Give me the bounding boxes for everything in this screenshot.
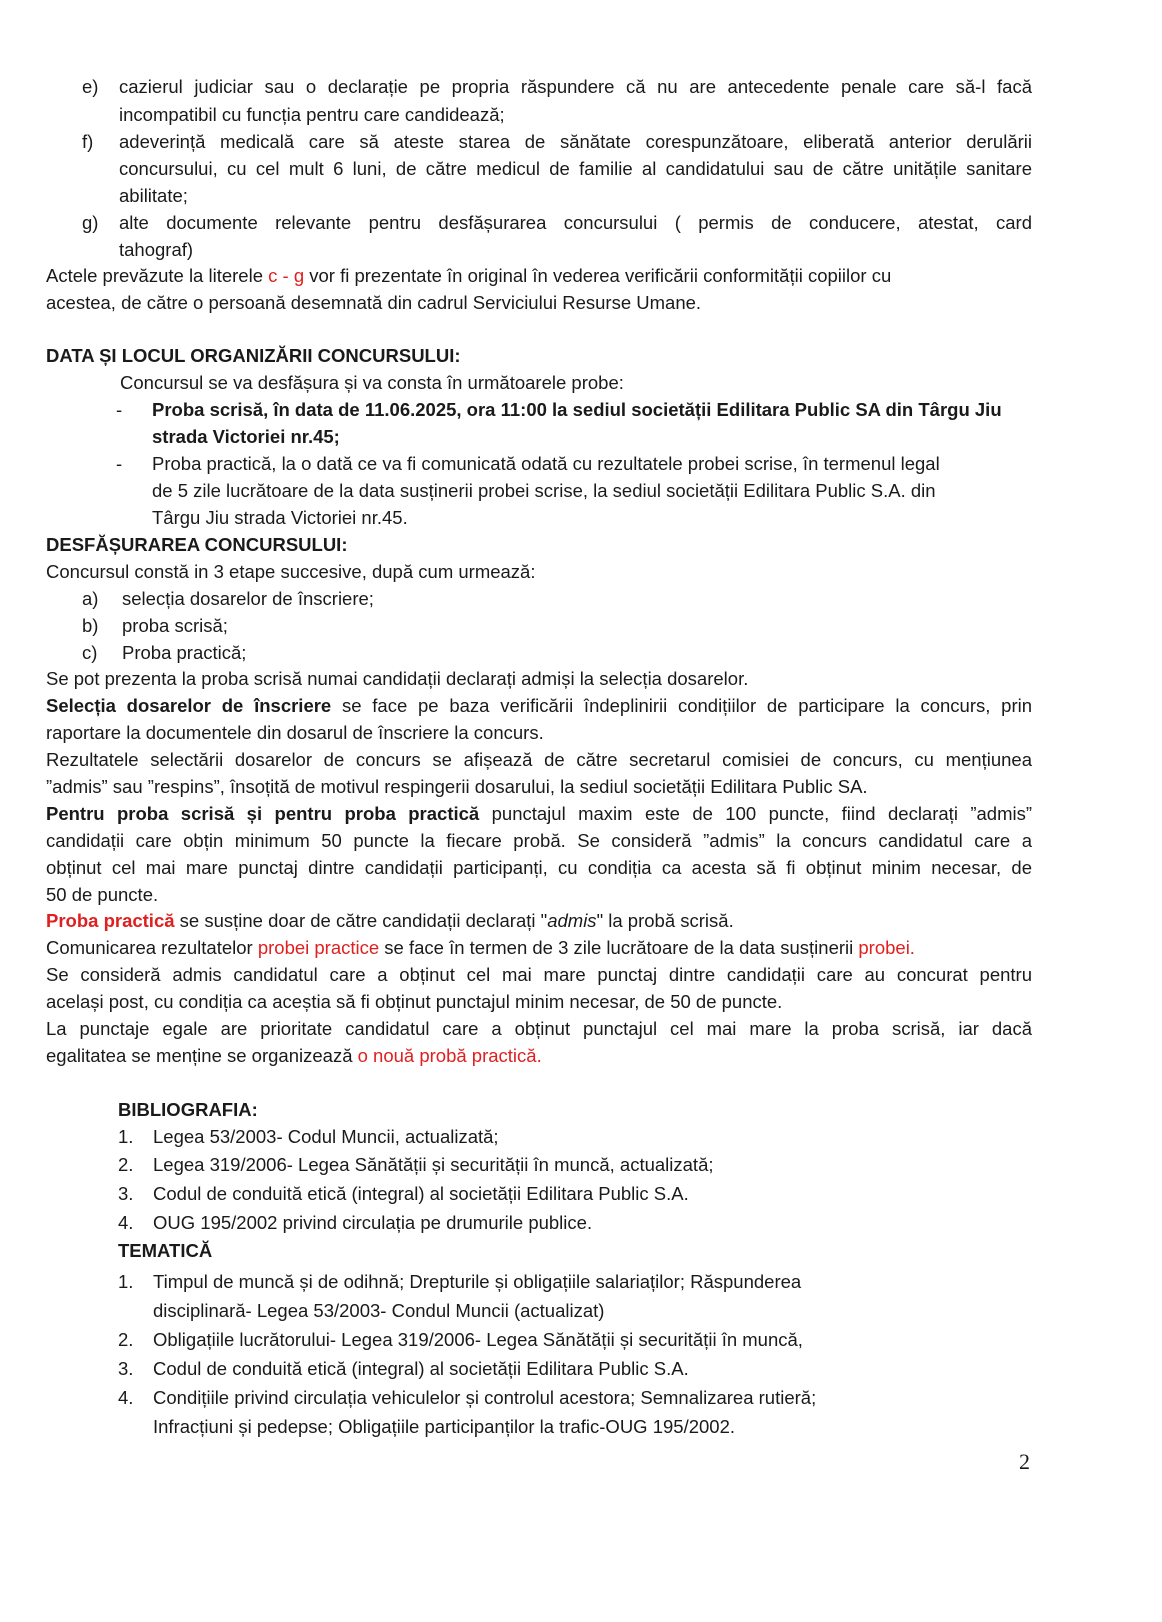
bullet-text: de 5 zile lucrătoare de la data susținerii probei scrise, la sediul societății Edilitara Public S.A. din	[152, 480, 936, 501]
bullet-text: Târgu Jiu strada Victoriei nr.45.	[152, 507, 408, 528]
paragraph-line: La punctaje egale are prioritate candidatul care a obținut punctajul cel mai mare la proba scrisă, iar dacă	[46, 1018, 1032, 1039]
section-heading: DESFĂȘURAREA CONCURSULUI:	[46, 534, 348, 555]
bullet-text: Proba scrisă, în data de 11.06.2025, ora 11:00 la sediul societății Edilitara Public SA din Târgu Jiu	[152, 399, 1002, 420]
list-marker: f)	[82, 131, 94, 152]
highlight-text: probei.	[858, 937, 915, 958]
list-item-text: Proba practică;	[122, 642, 247, 663]
list-item-text: concursului, cu cel mult 6 luni, de către medicul de familie al candidatului sau de către unitățile sanitare	[119, 158, 1032, 179]
highlight-text: o nouă probă practică.	[357, 1045, 542, 1066]
list-item-text: Legea 53/2003- Codul Muncii, actualizată;	[153, 1126, 499, 1147]
list-item-text: selecția dosarelor de înscriere;	[122, 588, 374, 609]
paragraph-line: acestea, de către o persoană desemnată din cadrul Serviciului Resurse Umane.	[46, 292, 702, 313]
paragraph-line	[46, 692, 1032, 720]
text-segment: Actele prevăzute la literele	[46, 265, 269, 286]
list-item-text: abilitate;	[119, 185, 188, 206]
list-marker: e)	[82, 76, 99, 97]
paragraph-line: 50 de puncte.	[46, 884, 159, 905]
text-segment: vor fi prezentate în original în vederea verificării conformității copiilor cu	[304, 265, 892, 286]
bold-text: Pentru proba scrisă și pentru proba practică	[46, 803, 480, 824]
italic-text: admis	[547, 910, 597, 931]
list-item-text: tahograf)	[119, 239, 194, 260]
paragraph-line: Concursul se va desfășura și va consta în următoarele probe:	[120, 372, 624, 393]
list-item-text: Legea 319/2006- Legea Sănătății și securității în muncă, actualizată;	[153, 1154, 714, 1175]
list-marker: a)	[82, 588, 99, 609]
text-segment: " la probă scrisă.	[596, 910, 734, 931]
list-item-text: Condițiile privind circulația vehiculelor și controlul acestora; Semnalizarea rutieră;	[153, 1387, 817, 1408]
section-heading: BIBLIOGRAFIA:	[118, 1099, 258, 1120]
list-number: 2.	[118, 1329, 134, 1350]
paragraph-line	[46, 262, 891, 290]
bullet-text: strada Victoriei nr.45;	[152, 426, 340, 447]
list-number: 4.	[118, 1212, 134, 1233]
bold-text: Selecția dosarelor de înscriere	[46, 695, 332, 716]
list-item-text: OUG 195/2002 privind circulația pe drumurile publice.	[153, 1212, 593, 1233]
paragraph-line	[46, 800, 1032, 828]
paragraph-line	[46, 907, 734, 935]
text-segment: se susține doar de către candidații declarați "	[174, 910, 548, 931]
list-item-text: Codul de conduită etică (integral) al societății Edilitara Public S.A.	[153, 1358, 689, 1379]
paragraph-line: același post, cu condiția ca aceștia să fi obținut punctajul minim necesar, de 50 de puncte.	[46, 991, 783, 1012]
text-segment: egalitatea se menține se organizează	[46, 1045, 358, 1066]
paragraph-line: candidații care obțin minimum 50 puncte la fiecare probă. Se consideră ”admis” la concurs candidatul care a	[46, 830, 1032, 851]
list-item-text: incompatibil cu funcția pentru care candidează;	[119, 104, 505, 125]
list-item-text: alte documente relevante pentru desfășurarea concursului ( permis de conducere, atestat, card	[119, 212, 1032, 233]
paragraph-line: obținut cel mai mare punctaj dintre candidații participanți, cu condiția ca acesta să fi obținut minim necesar, de	[46, 857, 1032, 878]
list-number: 4.	[118, 1387, 134, 1408]
list-item-text: cazierul judiciar sau o declarație pe propria răspundere că nu are antecedente penale care să-l facă	[119, 76, 1032, 97]
paragraph-line	[46, 934, 915, 962]
list-number: 1.	[118, 1271, 134, 1292]
text-segment: se face în termen de 3 zile lucrătoare de la data susținerii	[379, 937, 859, 958]
list-number: 3.	[118, 1183, 134, 1204]
list-marker: g)	[82, 212, 99, 233]
list-item-text: Timpul de muncă și de odihnă; Drepturile și obligațiile salariaților; Răspunderea	[153, 1271, 802, 1292]
paragraph-line	[46, 1042, 542, 1070]
list-item-text: adeverință medicală care să ateste starea de sănătate corespunzătoare, eliberată anterior derulării	[119, 131, 1032, 152]
list-item-text: Infracțiuni și pedepse; Obligațiile participanților la trafic-OUG 195/2002.	[153, 1416, 736, 1437]
text-segment: punctajul maxim este de 100 puncte, fiind declarați ”admis”	[479, 803, 1032, 824]
list-number: 3.	[118, 1358, 134, 1379]
list-marker: c)	[82, 642, 98, 663]
list-item-text: proba scrisă;	[122, 615, 228, 636]
highlight-text: c - g	[268, 265, 305, 286]
list-number: 1.	[118, 1126, 134, 1147]
highlight-text: Proba practică	[46, 910, 175, 931]
paragraph-line: Concursul constă in 3 etape succesive, după cum urmează:	[46, 561, 536, 582]
bullet-marker: -	[116, 399, 123, 420]
list-item-text: disciplinară- Legea 53/2003- Condul Muncii (actualizat)	[153, 1300, 605, 1321]
list-marker: b)	[82, 615, 99, 636]
bullet-marker: -	[116, 453, 123, 474]
paragraph-line: Se consideră admis candidatul care a obținut cel mai mare punctaj dintre candidații care au concurat pentru	[46, 964, 1032, 985]
section-heading: DATA ȘI LOCUL ORGANIZĂRII CONCURSULUI:	[46, 345, 461, 366]
paragraph-line: ”admis” sau ”respins”, însoțită de motivul respingerii dosarului, la sediul societății Edilitara Public SA.	[46, 776, 868, 797]
list-number: 2.	[118, 1154, 134, 1175]
text-segment: Comunicarea rezultatelor	[46, 937, 258, 958]
paragraph-line: Se pot prezenta la proba scrisă numai candidații declarați admiși la selecția dosarelor.	[46, 668, 749, 689]
paragraph-line: raportare la documentele din dosarul de înscriere la concurs.	[46, 722, 544, 743]
section-heading: TEMATICĂ	[118, 1240, 213, 1261]
text-segment: se face pe baza verificării îndeplinirii condițiilor de participare la concurs, prin	[331, 695, 1033, 716]
bullet-text: Proba practică, la o dată ce va fi comunicată odată cu rezultatele probei scrise, în termenul legal	[152, 453, 940, 474]
highlight-text: probei practice	[257, 937, 380, 958]
page-number: 2	[1019, 1449, 1030, 1474]
list-item-text: Codul de conduită etică (integral) al societății Edilitara Public S.A.	[153, 1183, 689, 1204]
list-item-text: Obligațiile lucrătorului- Legea 319/2006- Legea Sănătății și securității în muncă,	[153, 1329, 803, 1350]
paragraph-line: Rezultatele selectării dosarelor de concurs se afișează de către secretarul comisiei de concurs, cu mențiunea	[46, 749, 1032, 770]
